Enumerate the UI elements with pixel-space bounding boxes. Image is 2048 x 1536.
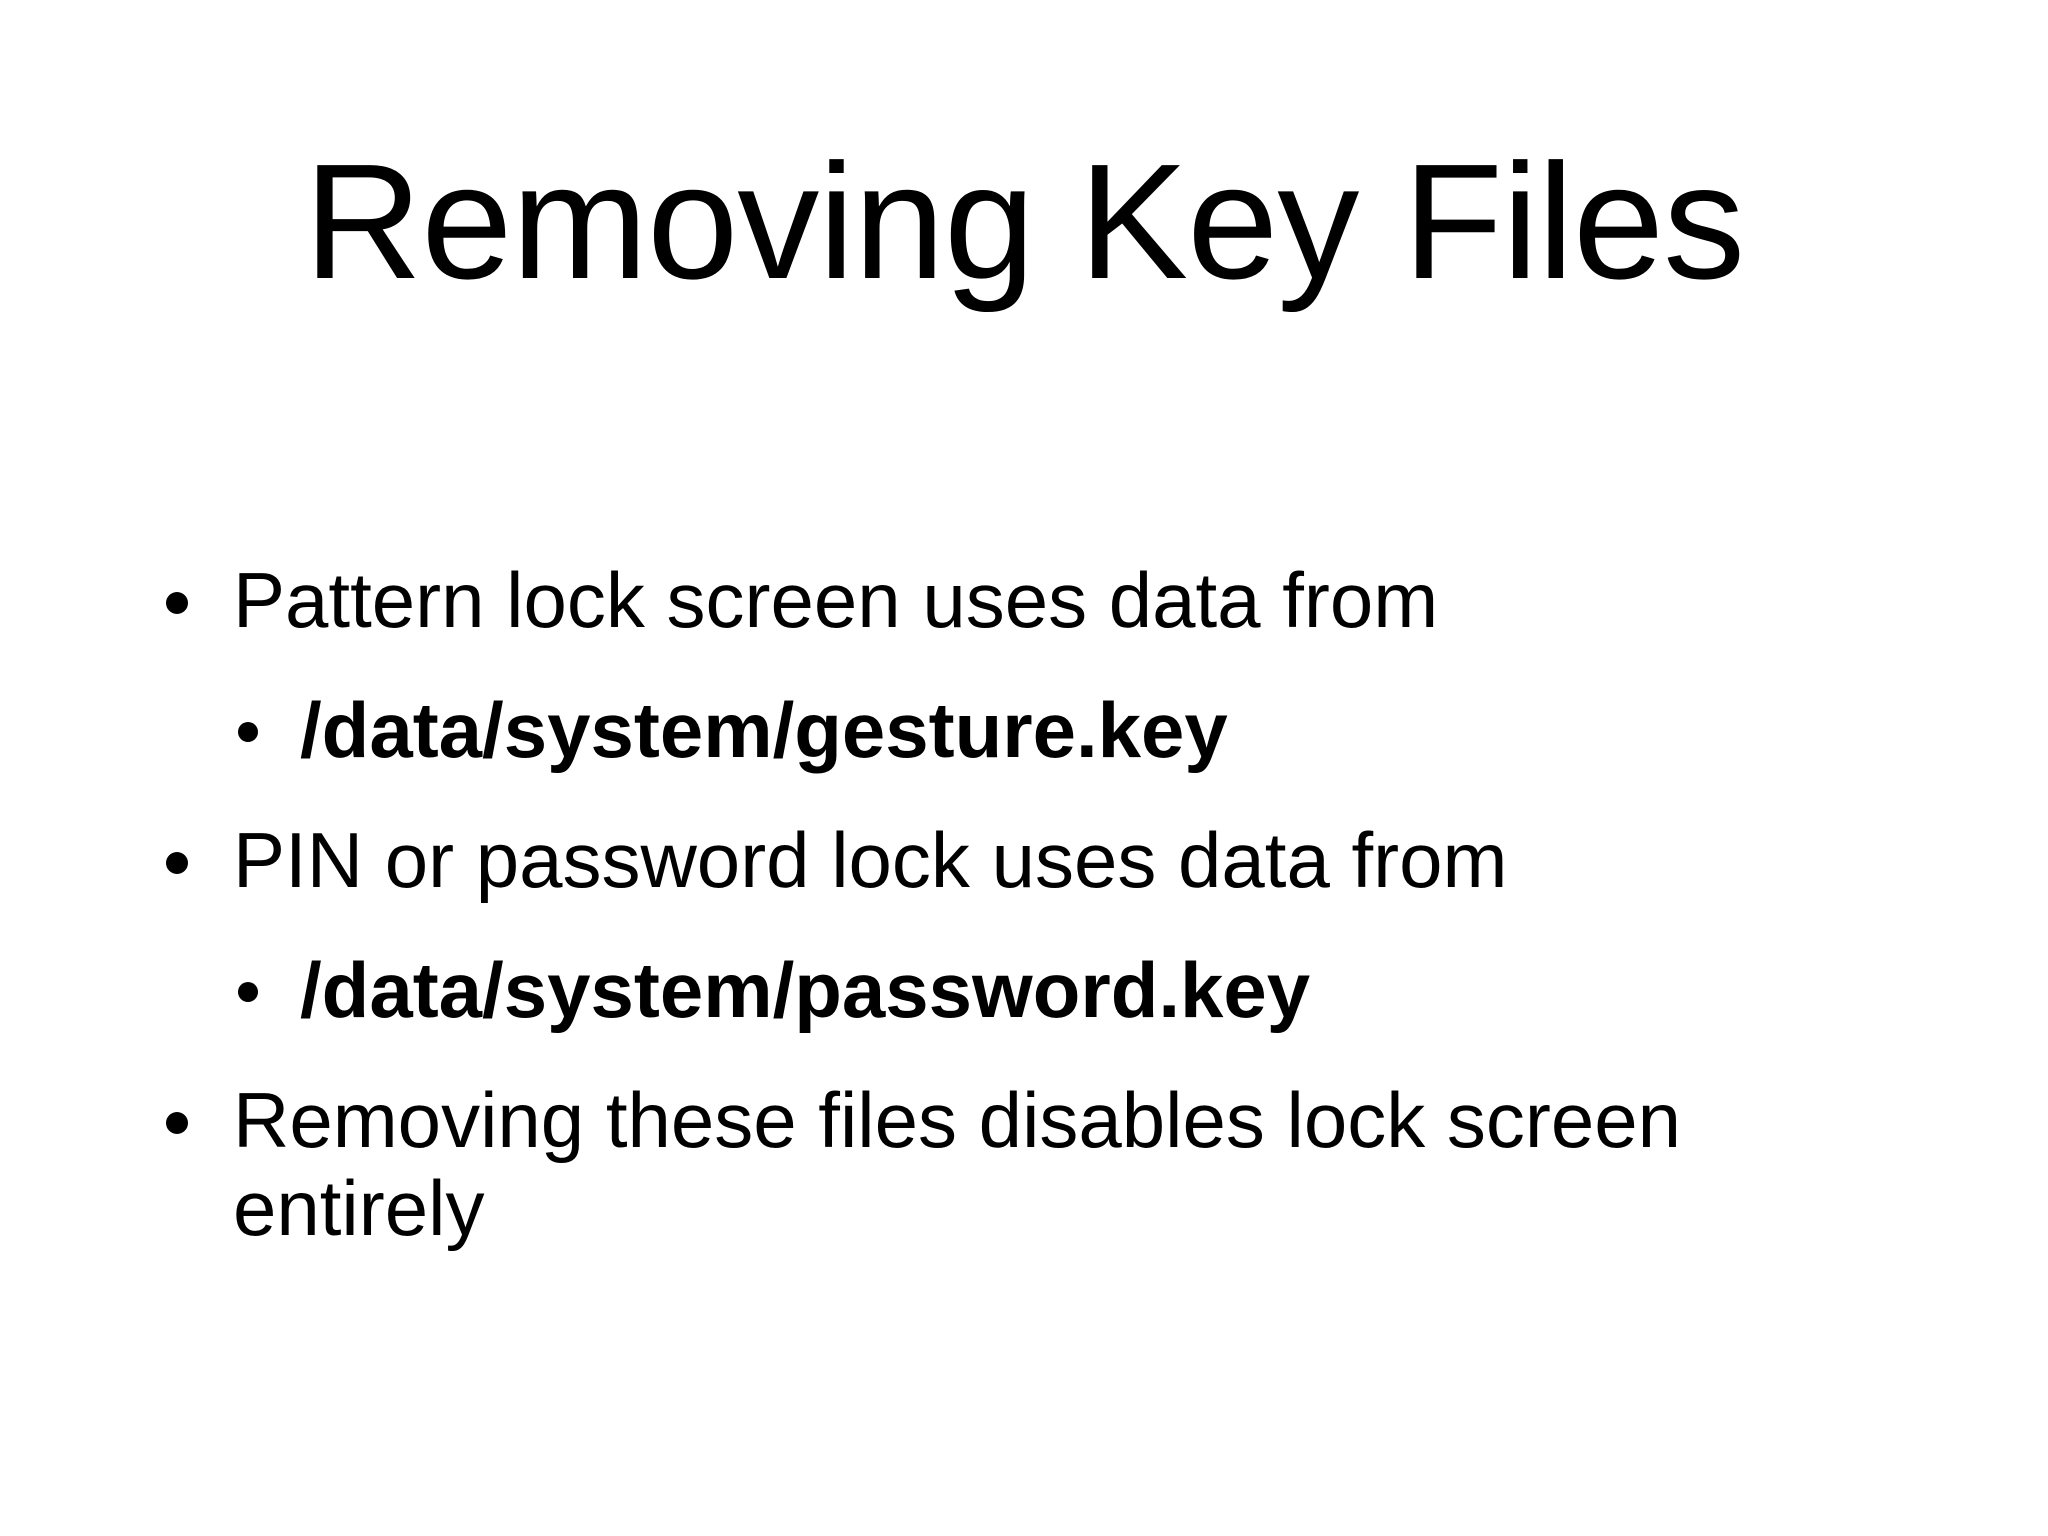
sub-bullet-item: [160, 946, 1940, 1034]
file-path-password-key: /data/system/password.key: [300, 946, 1311, 1034]
file-path-gesture-key: /data/system/gesture.key: [300, 686, 1228, 774]
sub-bullet-item: [160, 686, 1940, 774]
bullet-text: PIN or password lock uses data from: [233, 816, 1508, 904]
bullet-dot-icon: [238, 982, 258, 1002]
bullet-dot-icon: [238, 722, 258, 742]
bullet-dot-icon: [166, 1112, 188, 1134]
slide-title: Removing Key Files: [303, 130, 1745, 313]
bullet-list: [160, 556, 1940, 1294]
bullet-text: Pattern lock screen uses data from: [233, 556, 1439, 644]
bullet-dot-icon: [166, 592, 188, 614]
bullet-item: [160, 1076, 1940, 1252]
bullet-dot-icon: [166, 852, 188, 874]
bullet-item: [160, 816, 1940, 904]
bullet-text: Removing these files disables lock screen entirely: [233, 1076, 1682, 1252]
bullet-item: [160, 556, 1940, 644]
